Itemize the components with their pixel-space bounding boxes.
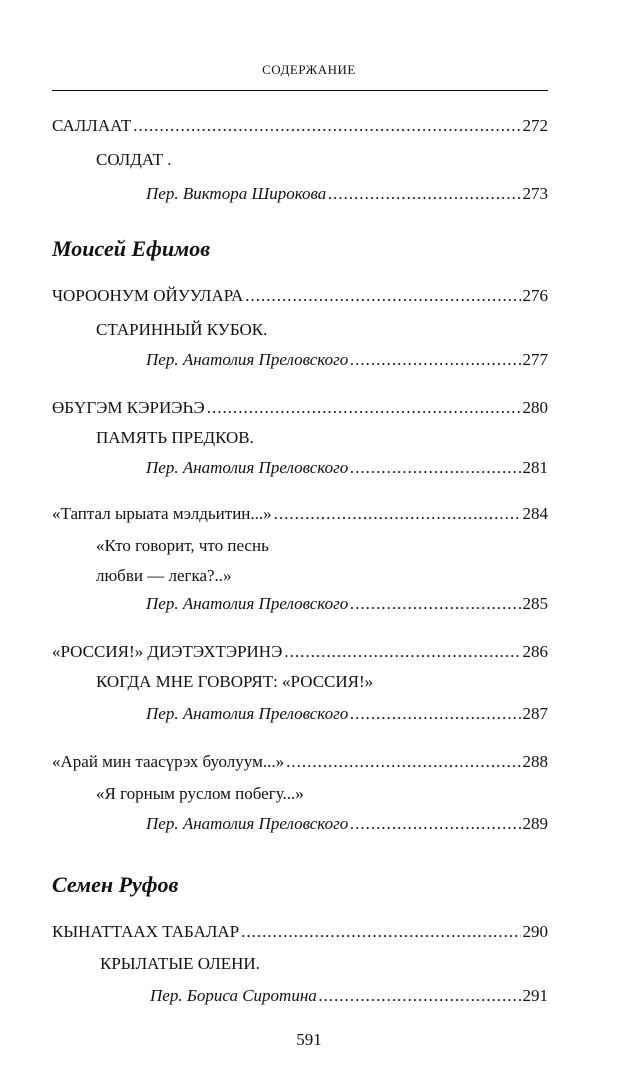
- entry-title: «РОССИЯ!» ДИЭТЭХТЭРИНЭ: [52, 642, 283, 661]
- leader-dots: [284, 642, 520, 662]
- entry-page: 272: [522, 116, 548, 135]
- entry-title: Пер. Виктора Широкова: [146, 184, 327, 203]
- leader-dots: [274, 504, 521, 524]
- entry-title: «Таптал ырыата мэлдьитин...»: [52, 504, 272, 523]
- toc-subtitle: любви — легка?..»: [96, 566, 232, 585]
- toc-subtitle: «Кто говорит, что песнь: [96, 536, 269, 555]
- toc-entry[interactable]: [146, 458, 548, 480]
- entry-page: 288: [522, 752, 548, 771]
- entry-page: 273: [522, 184, 548, 203]
- entry-page: 281: [522, 458, 548, 477]
- entry-page: 276: [522, 286, 548, 305]
- entry-page: 289: [522, 814, 548, 833]
- entry-page: 280: [522, 398, 548, 417]
- entry-title: Пер. Анатолия Преловского: [146, 458, 349, 477]
- entry-title: Пер. Анатолия Преловского: [146, 594, 349, 613]
- entry-page: 277: [522, 350, 548, 369]
- leader-dots: [328, 184, 520, 204]
- leader-dots: [133, 116, 520, 136]
- leader-dots: [350, 458, 520, 478]
- toc-subtitle: КОГДА МНЕ ГОВОРЯТ: «РОССИЯ!»: [96, 672, 374, 691]
- toc-entry[interactable]: [52, 286, 548, 308]
- toc-subtitle: СТАРИННЫЙ КУБОК.: [96, 320, 268, 339]
- entry-page: 290: [522, 922, 548, 941]
- toc-entry[interactable]: [52, 398, 548, 420]
- header-rule: [52, 90, 548, 91]
- toc-entry[interactable]: [146, 814, 548, 836]
- toc-entry[interactable]: [146, 350, 548, 372]
- toc-entry[interactable]: [146, 184, 548, 206]
- leader-dots: [245, 286, 520, 306]
- entry-page: 286: [522, 642, 548, 661]
- running-header: СОДЕРЖАНИЕ: [262, 62, 356, 77]
- leader-dots: [207, 398, 521, 418]
- toc-entry[interactable]: [52, 642, 548, 664]
- leader-dots: [241, 922, 520, 942]
- toc-subtitle: СОЛДАТ .: [96, 150, 172, 169]
- leader-dots: [350, 594, 520, 614]
- entry-title: Пер. Анатолия Преловского: [146, 704, 349, 723]
- toc-subtitle: КРЫЛАТЫЕ ОЛЕНИ.: [100, 954, 260, 973]
- toc-entry[interactable]: [52, 116, 548, 138]
- leader-dots: [286, 752, 520, 772]
- entry-title: ӨБҮГЭМ КЭРИЭҺЭ: [52, 398, 205, 417]
- author-heading: Моисей Ефимов: [52, 236, 211, 261]
- leader-dots: [350, 814, 520, 834]
- entry-page: 291: [522, 986, 548, 1005]
- entry-title: Пер. Анатолия Преловского: [146, 350, 349, 369]
- entry-title: КЫНАТТААХ ТАБАЛАР: [52, 922, 240, 941]
- entry-title: ЧОРООНУМ ОЙУУЛАРА: [52, 286, 244, 305]
- toc-entry[interactable]: [52, 504, 548, 526]
- entry-page: 285: [522, 594, 548, 613]
- toc-entry[interactable]: [52, 752, 548, 774]
- leader-dots: [350, 350, 520, 370]
- toc-entry[interactable]: [146, 704, 548, 726]
- toc-subtitle: «Я горным руслом побегу...»: [96, 784, 304, 803]
- entry-title: «Арай мин таасүрэх буолуум...»: [52, 752, 285, 771]
- author-heading: Семен Руфов: [52, 872, 179, 897]
- leader-dots: [350, 704, 520, 724]
- toc-entry[interactable]: [146, 594, 548, 616]
- page-number: 591: [296, 1030, 322, 1049]
- entry-title: САЛЛААТ: [52, 116, 132, 135]
- toc-entry[interactable]: [52, 922, 548, 944]
- entry-page: 284: [522, 504, 548, 523]
- leader-dots: [319, 986, 521, 1006]
- entry-title: Пер. Анатолия Преловского: [146, 814, 349, 833]
- toc-entry[interactable]: [150, 986, 548, 1008]
- toc-subtitle: ПАМЯТЬ ПРЕДКОВ.: [96, 428, 254, 447]
- entry-page: 287: [522, 704, 548, 723]
- entry-title: Пер. Бориса Сиротина: [150, 986, 317, 1005]
